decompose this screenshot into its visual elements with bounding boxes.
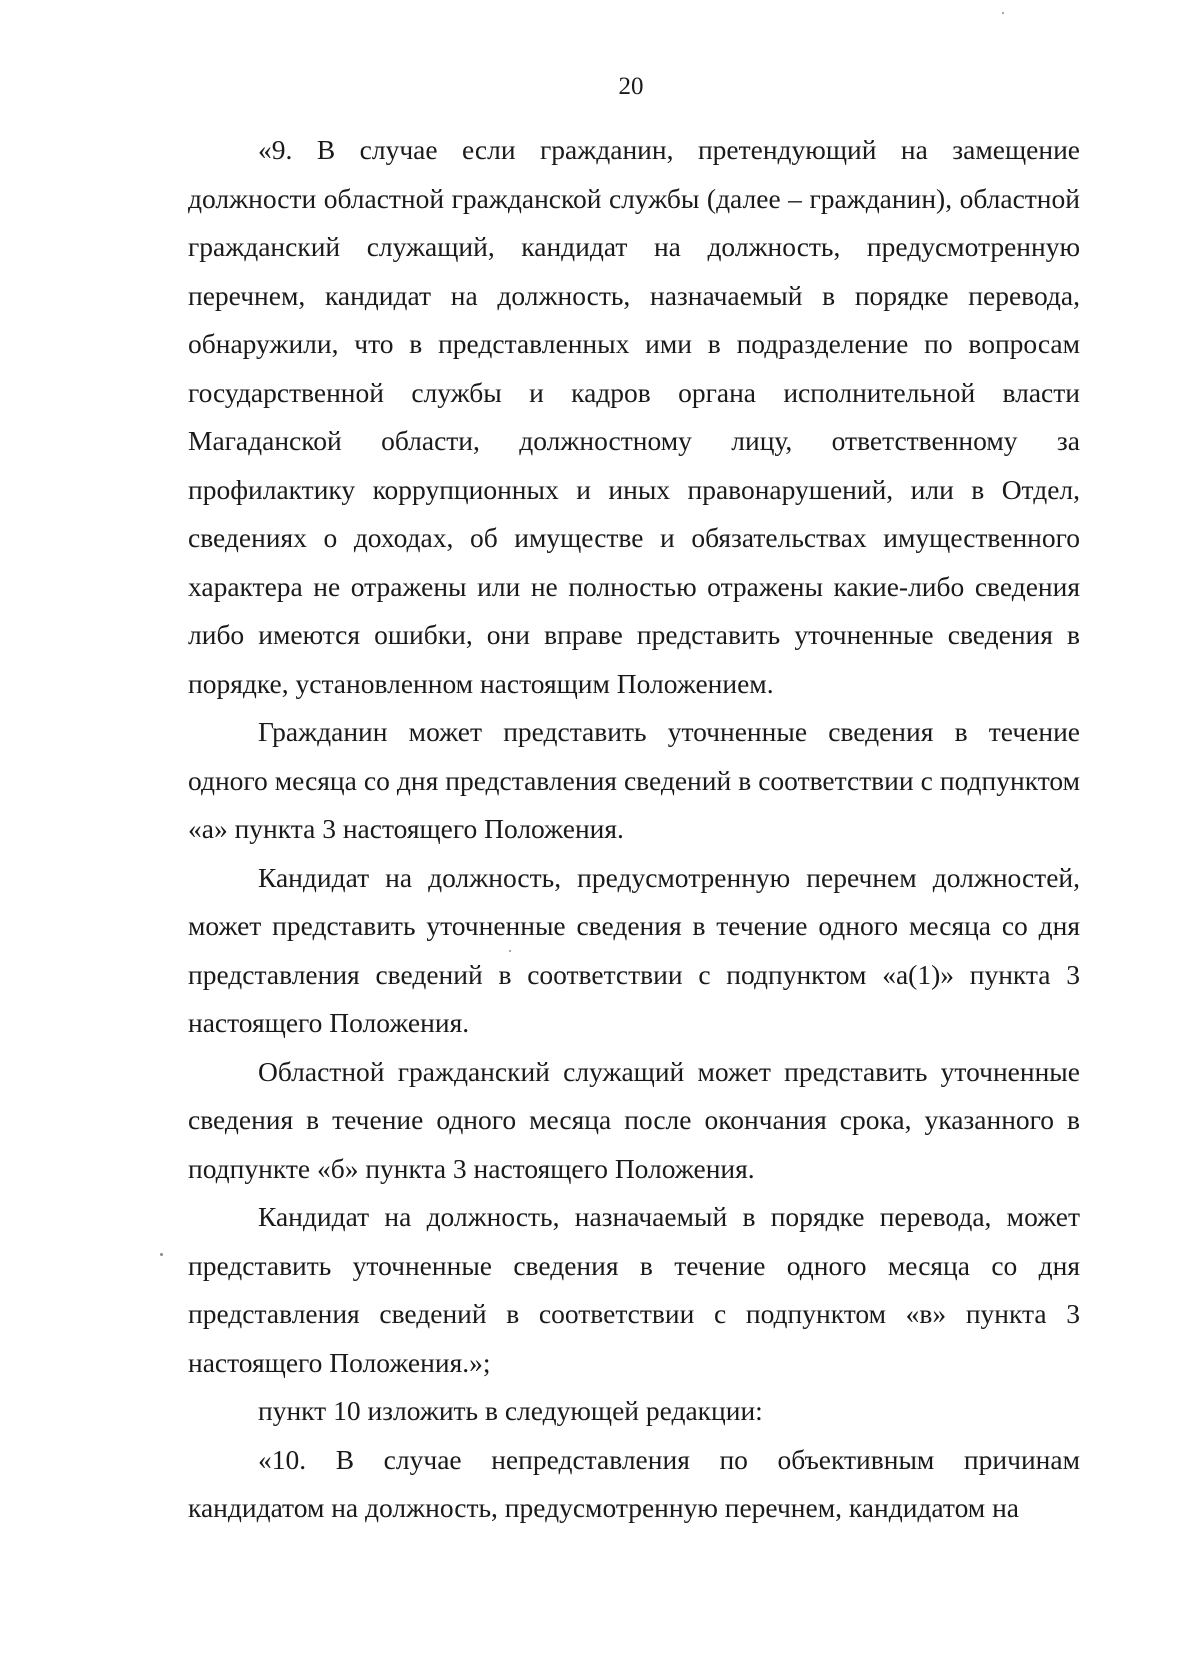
paragraph-transfer-candidate-clarification: Кандидат на должность, назначаемый в порядке перевода, может представить уточненные сведения в течение одного месяца со дня представления сведений в соответствии с подпунктом «в» пункта 3 настоящего Положения.»; — [188, 1201, 1080, 1378]
paragraph-amendment-instruction: пункт 10 изложить в следующей редакции: — [258, 1395, 763, 1426]
scan-speck — [1002, 12, 1004, 14]
paragraph-servant-clarification: Областной гражданский служащий может представить уточненные сведения в течение одного месяца после окончания срока, указанного в подпункте «б» пункта 3 настоящего Положения. — [188, 1055, 1080, 1184]
document-body — [188, 126, 1080, 1533]
scan-speck — [509, 950, 511, 952]
paragraph-item-10: «10. В случае непредставления по объективным причинам кандидатом на должность, предусмотренную перечнем, кандидатом на — [188, 1443, 1080, 1523]
paragraph-candidate-clarification: Кандидат на должность, предусмотренную перечнем должностей, может представить уточненные сведения в течение одного месяца со дня представления сведений в соответствии с подпунктом «а(1)» пункта 3 настоящего Положения. — [188, 861, 1080, 1038]
scan-speck — [160, 1253, 163, 1256]
paragraph-item-9: «9. В случае если гражданин, претендующий на замещение должности областной гражданской службы (далее – гражданин), областной гражданский служащий, кандидат на должность, предусмотренную перечнем, кандидат на должность, назначаемый в порядке перевода, обнаружили, что в представленных ими в подразделение по вопросам государственной службы и кадров органа исполнительной власти Магаданской области, должностному лицу, ответственному за профилактику коррупционных и иных правонарушений, или в Отдел, сведениях о доходах, об имуществе и обязательствах имущественного характера не отражены или не полностью отражены какие-либо сведения либо имеются ошибки, они вправе представить уточненные сведения в порядке, установленном настоящим Положением. — [188, 134, 1080, 699]
page-number: 20 — [618, 73, 644, 100]
paragraph-citizen-clarification: Гражданин может представить уточненные сведения в течение одного месяца со дня представления сведений в соответствии с подпунктом «а» пункта 3 настоящего Положения. — [188, 716, 1080, 844]
